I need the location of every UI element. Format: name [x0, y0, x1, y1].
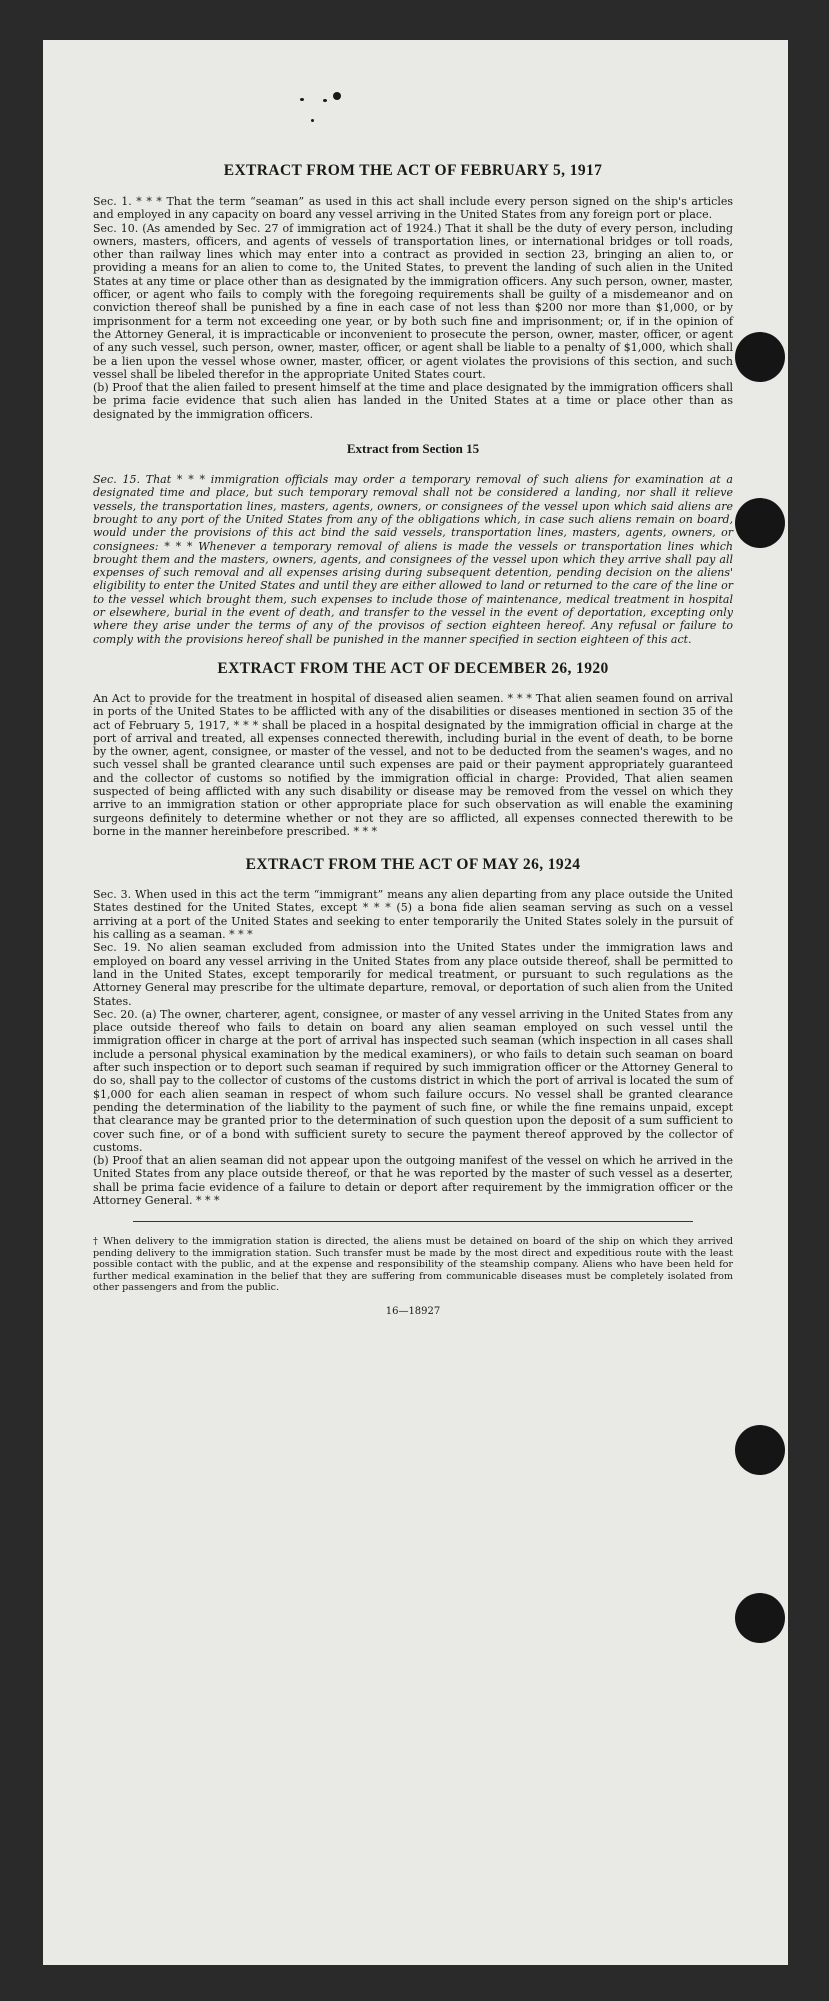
section-heading: EXTRACT FROM THE ACT OF DECEMBER 26, 1920 [217, 659, 609, 677]
smudge-dot [311, 119, 314, 122]
binder-hole [735, 1593, 785, 1643]
smudge-dot [300, 98, 304, 101]
binder-hole [735, 498, 785, 548]
paragraph: Sec. 15. That * * * immigration officials may order a temporary removal of such aliens for examination at a designated time and place, but such temporary removal shall not be considered a landing, nor shall it relieve vessels, the transportation lines, masters, agents, owners, or consignees of the vessel upon which said aliens are brought to any port of the United States from any of the obligations which, in case such aliens remain on board, would under the provisions of this act bind the said vessels, transportation lines, masters, agents, owners, or consignees: * * * Whenever a temporary removal of aliens is made the vessels or transportation lines which brought them and the masters, owners, agents, and consignees of the vessel upon which they arrive shall pay all expenses of such removal and all expenses arising during subsequent detention, pending decision on the aliens' eligibility to enter the United States and until they are either allowed to land or returned to the care of the line or to the vessel which brought them, such expenses to include those of maintenance, medical treatment in hospital or elsewhere, burial in the event of death, and transfer to the vessel in the event of deportation, excepting only where they arise under the terms of any of the provisos of section eighteen hereof. Any refusal or failure to comply with the provisions hereof shall be punished in the manner specified in section eighteen of this act. [93, 473, 733, 646]
paragraph: Sec. 20. (a) The owner, charterer, agent, consignee, or master of any vessel arriving in the United States from any place outside thereof who fails to detain on board any alien seaman employed on such vessel until the immigration officer in charge at the port of arrival has inspected such seaman (which inspection in all cases shall include a personal physical examination by the medical examiners), or who fails to detain such seaman on board after such inspection or to deport such seaman if required by such immigration officer or the Attorney General to do so, shall pay to the collector of customs of the customs district in which the port of arrival is located the sum of $1,000 for each alien seaman in respect of whom such failure occurs. No vessel shall be granted clearance pending the determination of the liability to the payment of such fine, or while the fine remains unpaid, except that clearance may be granted prior to the determination of such question upon the deposit of a sum sufficient to cover such fine, or of a bond with sufficient surety to secure the payment thereof approved by the collector of customs. [93, 1007, 733, 1154]
document-page [43, 40, 788, 1965]
form-number: 16—18927 [385, 1306, 441, 1318]
paragraph: Sec. 1. * * * That the term “seaman” as used in this act shall include every person signed on the ship's articles and employed in any capacity on board any vessel arriving in the United States from any foreign port or place. [93, 195, 733, 222]
paragraph: Sec. 19. No alien seaman excluded from admission into the United States under the immigration laws and employed on board any vessel arriving in the United States from any place outside thereof, shall be permitted to land in the United States, except temporarily for medical treatment, or pursuant to such regulations as the Attorney General may prescribe for the ultimate departure, removal, or deportation of such alien from the United States. [93, 941, 733, 1008]
paragraph: (b) Proof that an alien seaman did not appear upon the outgoing manifest of the vessel on which he arrived in the United States from any place outside thereof, or that he was reported by the master of such vessel as a deserter, shall be prima facie evidence of a failure to detain or deport after requirement by the immigration officer or the Attorney General. * * * [93, 1154, 733, 1207]
paragraph: Sec. 10. (As amended by Sec. 27 of immigration act of 1924.) That it shall be the duty of every person, including owners, masters, officers, and agents of vessels of transportation lines, or international bridges or toll roads, other than railway lines which may enter into a contract as provided in section 23, bringing an alien to, or providing a means for an alien to come to, the United States, to prevent the landing of such alien in the United States at any time or place other than as designated by the immigration officers. Any such person, owner, master, officer, or agent who fails to comply with the foregoing requirements shall be guilty of a misdemeanor and on conviction thereof shall be punished by a fine in each case of not less than $200 nor more than $1,000, or by imprisonment for a term not exceeding one year, or by both such fine and imprisonment; or, if in the opinion of the Attorney General, it is impracticable or inconvenient to prosecute the person, owner, master, officer, or agent of any such vessel, such person, owner, master, officer, or agent shall be liable to a penalty of $1,000, which shall be a lien upon the vessel whose owner, master, officer, or agent violates the provisions of this section, and such vessel shall be libeled therefor in the appropriate United States court. [93, 221, 733, 381]
paragraph: (b) Proof that the alien failed to present himself at the time and place designated by the immigration officers shall be prima facie evidence that such alien has landed in the United States at a time or place other than as designated by the immigration officers. [93, 381, 733, 421]
section-subheading: Extract from Section 15 [346, 441, 480, 457]
binder-hole [735, 1425, 785, 1475]
smudge-dot [323, 99, 327, 102]
paragraph: Sec. 3. When used in this act the term “immigrant” means any alien departing from any place outside the United States destined for the United States, except * * * (5) a bona fide alien seaman serving as such on a vessel arriving at a port of the United States and seeking to enter temporarily the United States solely in the pursuit of his calling as a seaman. * * * [93, 888, 733, 942]
document-text [93, 162, 733, 1319]
binder-hole [735, 332, 785, 382]
paragraph: An Act to provide for the treatment in hospital of diseased alien seamen. * * * That alien seamen found on arrival in ports of the United States to be afflicted with any of the disabilities or diseases mentioned in section 35 of the act of February 5, 1917, * * * shall be placed in a hospital designated by the immigration official in charge at the port of arrival and treated, all expenses connected therewith, including burial in the event of death, to be borne by the owner, agent, consignee, or master of the vessel, and not to be deducted from the seamen's wages, and no such vessel shall be granted clearance until such expenses are paid or their payment appropriately guaranteed and the collector of customs so notified by the immigration official in charge: Provided, That alien seamen suspected of being afflicted with any such disability or disease may be removed from the vessel on which they arrive to an immigration station or other appropriate place for such observation as will enable the examining surgeons definitely to determine whether or not they are so afflicted, all expenses connected therewith to be borne in the manner hereinbefore prescribed. * * * [93, 691, 733, 838]
footnote: † When delivery to the immigration station is directed, the aliens must be detained on board of the ship on which they arrived pending delivery to the immigration station. Such transfer must be made by the most direct and expeditious route with the least possible contact with the public, and at the expense and responsibility of the steamship company. Aliens who have been held for further medical examination in the belief that they are suffering from communicable diseases must be completely isolated from other passengers and from the public. [93, 1236, 733, 1293]
section-heading: EXTRACT FROM THE ACT OF FEBRUARY 5, 1917 [223, 162, 603, 179]
smudge-dot [333, 92, 341, 100]
section-heading: EXTRACT FROM THE ACT OF MAY 26, 1924 [245, 856, 581, 874]
